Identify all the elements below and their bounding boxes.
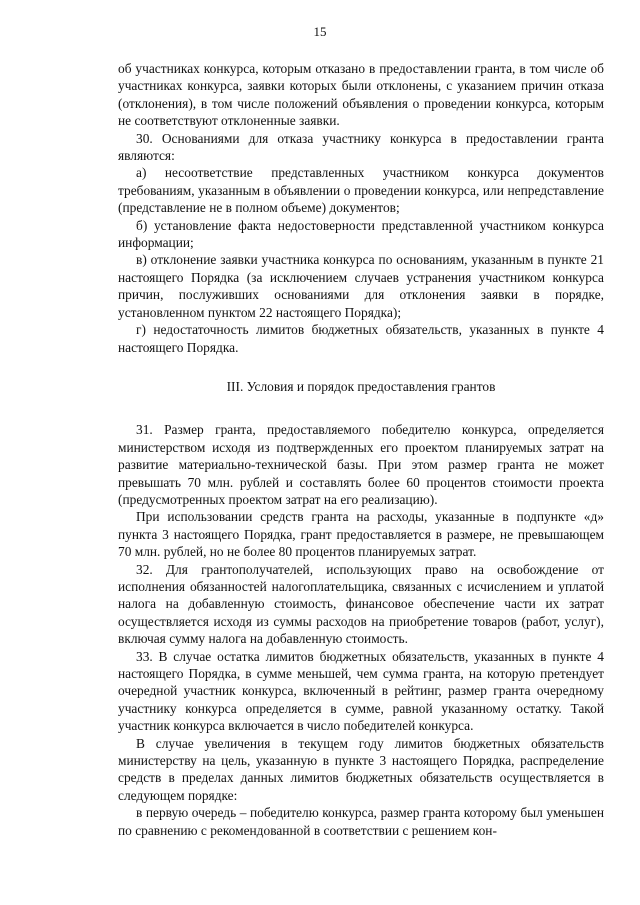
page-number: 15 bbox=[313, 24, 327, 39]
paragraph: г) недостаточность лимитов бюджетных обязательств, указанных в пункте 4 настоящего Порядка. bbox=[118, 322, 604, 355]
paragraphs-top bbox=[118, 60, 604, 356]
paragraph: 32. Для грантополучателей, использующих право на освобождение от исполнения обязанностей налогоплательщика, связанных с исчислением и уплатой налога на добавленную стоимость, финансовое обеспечение части их затрат осуществляется исходя из суммы расходов на приобретение товаров (работ, услуг), включая сумму налога на добавленную стоимость. bbox=[118, 561, 604, 647]
paragraph: 33. В случае остатка лимитов бюджетных обязательств, указанных в пункте 4 настоящего Порядка, в сумме меньшей, чем сумма гранта, на которую претендует очередной участник конкурса, включенный в рейтинг, размер гранта очередному участнику конкурса определяется в сумме, равной указанному остатку. Такой участник конкурса включается в число победителей конкурса. bbox=[118, 648, 604, 734]
paragraph: б) установление факта недостоверности представленной участником конкурса информации; bbox=[118, 217, 604, 251]
paragraph: 31. Размер гранта, предоставляемого победителю конкурса, определяется министерством исходя из подтвержденных его проектом планируемых затрат на развитие материально-технической базы. При этом размер гранта не может превышать 70 млн. рублей и составлять более 60 процентов стоимости проекта (предусмотренных проектом затрат на его реализацию). bbox=[118, 422, 604, 507]
paragraph: в первую очередь – победителю конкурса, размер гранта которому был уменьшен по сравнению с рекомендованной в соответствии с решением кон- bbox=[118, 805, 604, 838]
section-heading: III. Условия и порядок предоставления грантов bbox=[226, 378, 496, 394]
document-body bbox=[118, 60, 604, 839]
paragraph: а) несоответствие представленных участником конкурса документов требованиям, указанным в объявлении о проведении конкурса, или непредставление (представление не в полном объеме) документов; bbox=[118, 165, 604, 216]
paragraph: При использовании средств гранта на расходы, указанные в подпункте «д» пункта 3 настоящего Порядка, грант предоставляется в размере, не превышающем 70 млн. рублей, но не более 80 процентов планируемых затрат. bbox=[118, 509, 604, 560]
paragraph: В случае увеличения в текущем году лимитов бюджетных обязательств министерству на цель, указанную в пункте 3 настоящего Порядка, распределение средств в пределах данных лимитов бюджетных обязательств осуществляется в следующем порядке: bbox=[118, 735, 604, 803]
paragraphs-bottom bbox=[118, 421, 604, 839]
paragraph: 30. Основаниями для отказа участнику конкурса в предоставлении гранта являются: bbox=[118, 130, 604, 164]
paragraph: об участниках конкурса, которым отказано в предоставлении гранта, в том числе об участниках конкурса, заявки которых были отклонены, с указанием причин отказа (отклонения), в том числе положений объявления о проведении конкурса, которым не соответствуют отклоненные заявки. bbox=[118, 61, 604, 129]
paragraph: в) отклонение заявки участника конкурса по основаниям, указанным в пункте 21 настоящего Порядка (за исключением случаев устранения участником конкурса причин, послуживших основаниями для отклонения заявки в порядке, установленном пунктом 22 настоящего Порядка); bbox=[118, 252, 604, 320]
